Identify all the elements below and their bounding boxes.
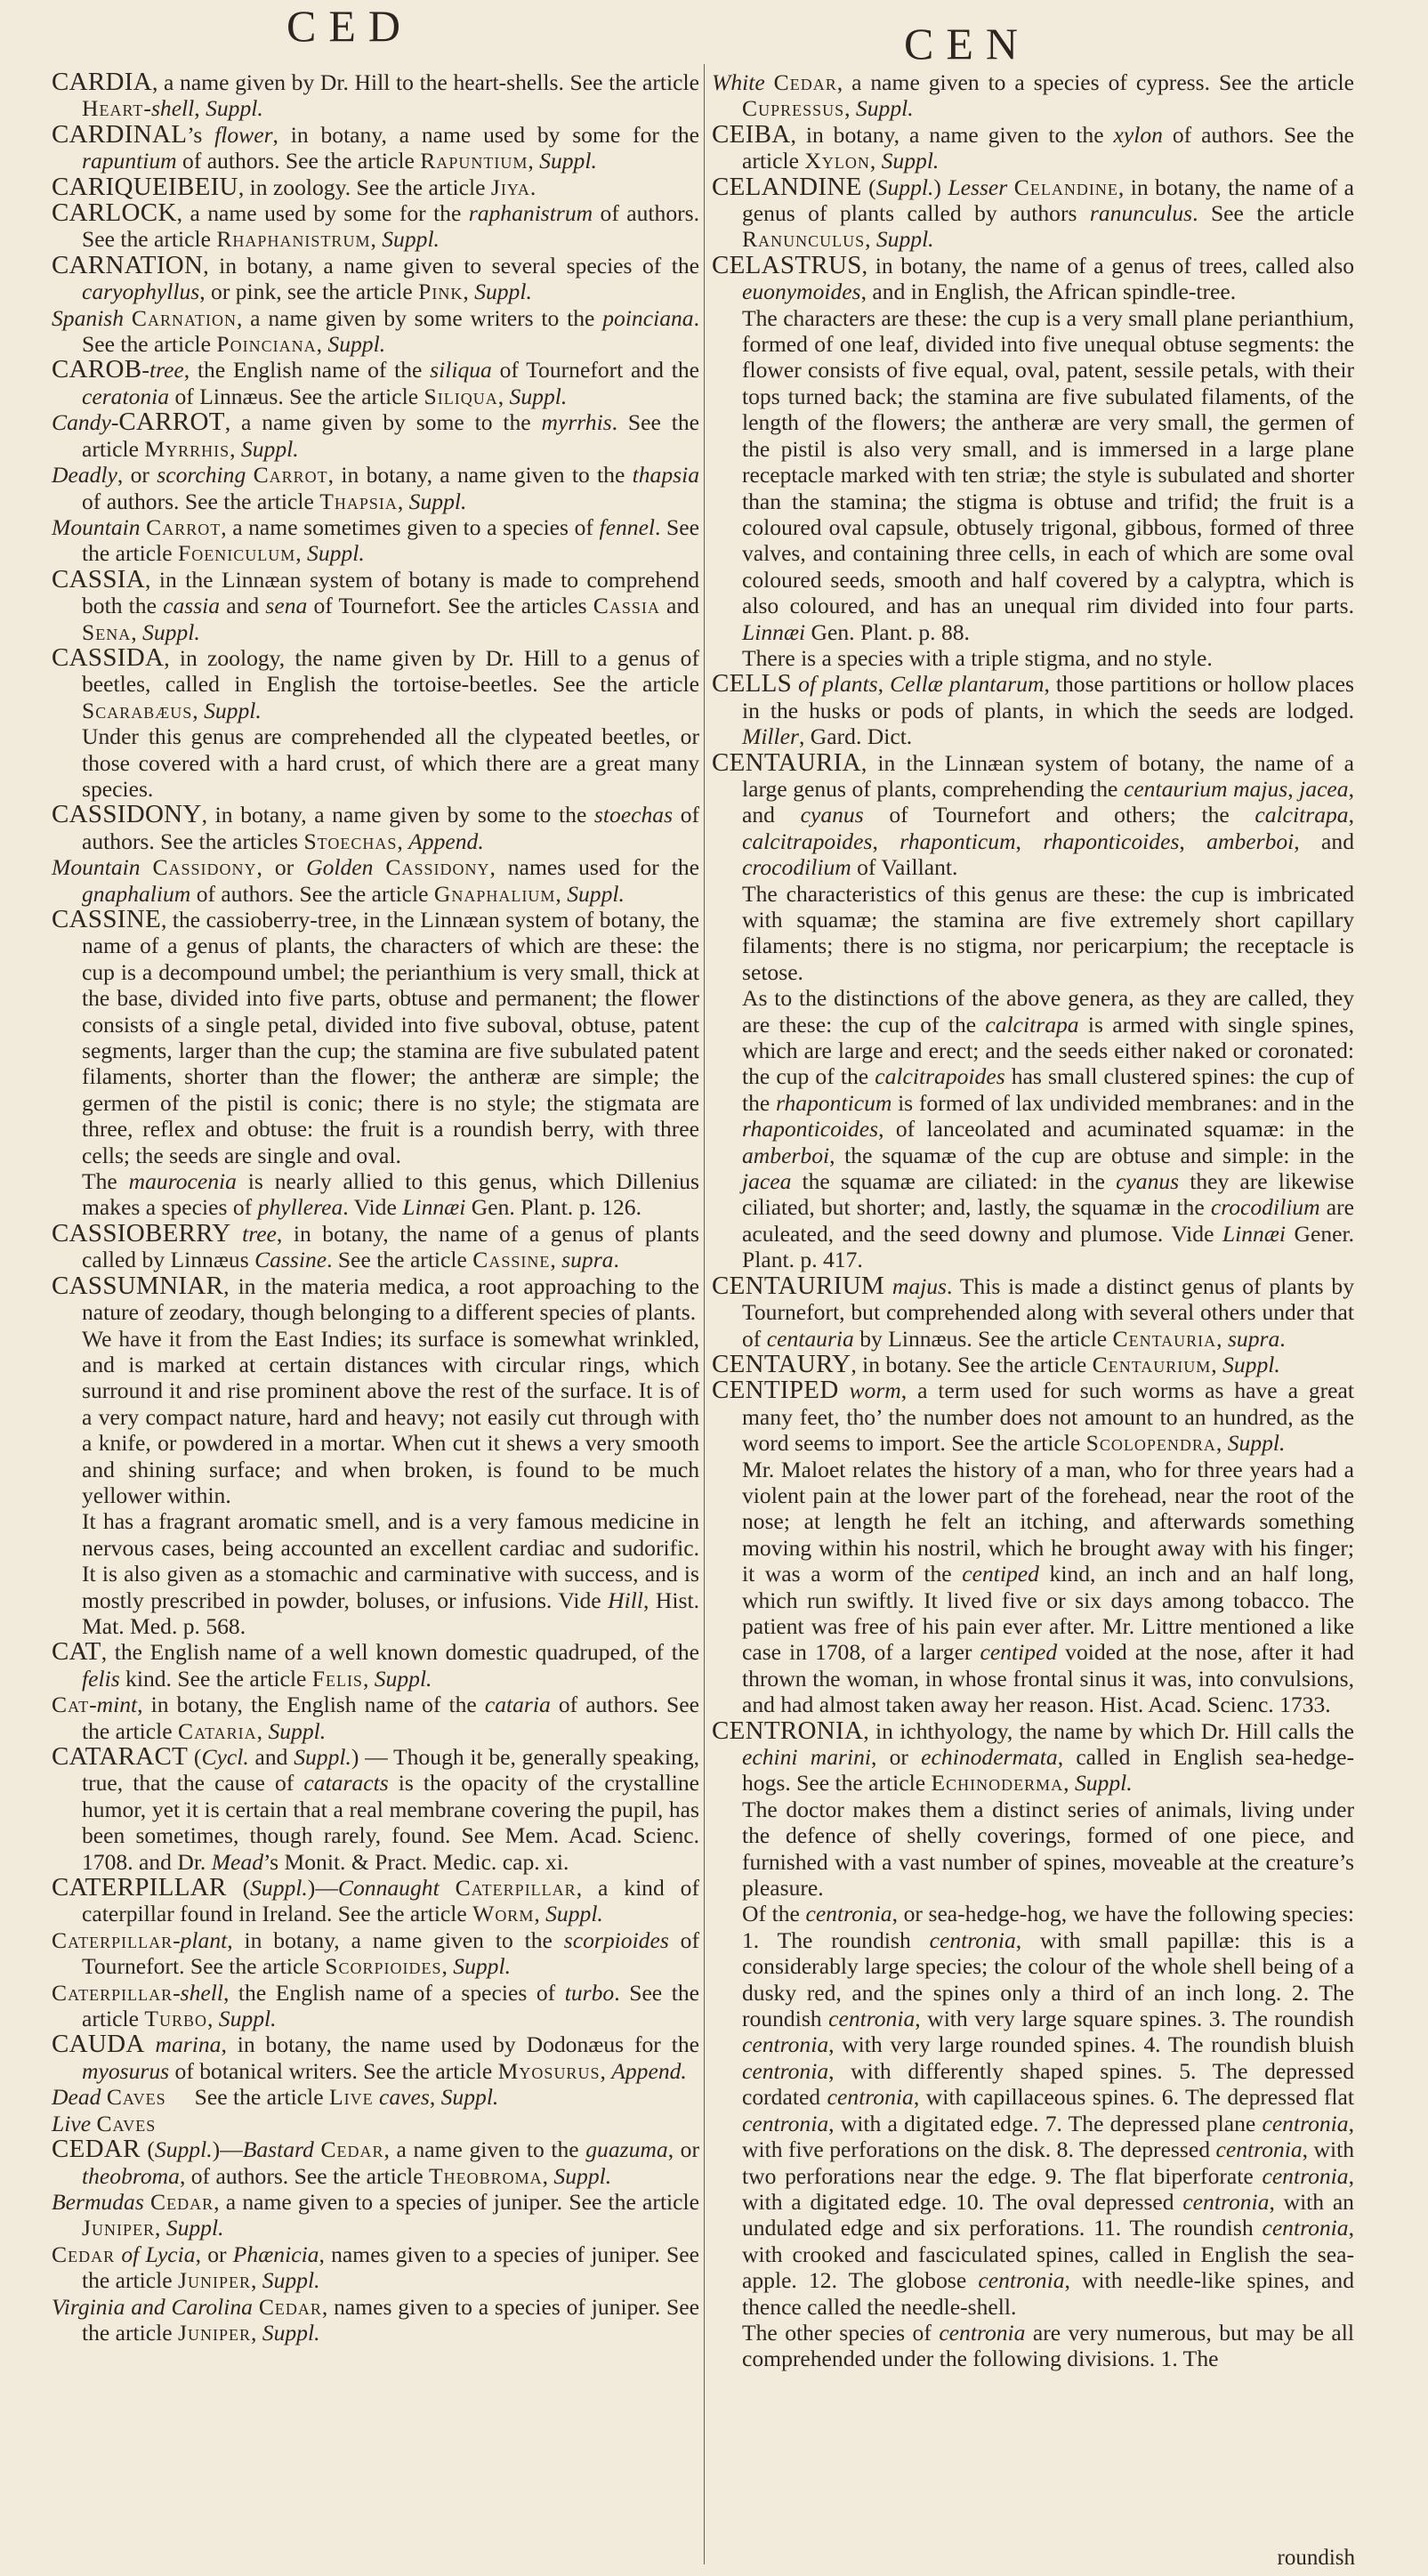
entry-paragraph: It has a fragrant aromatic smell, and is a very famous medicine in nervous cases, being accounted an excellent cardiac and sudorific. It is also given as a stomachic and carminative with success, and is mostly prescribed in powder, boluses, or infusions. Vide Hill, Hist. Mat. Med. p. 568. bbox=[82, 1508, 699, 1639]
left-column bbox=[52, 69, 699, 2346]
dictionary-entry: Cedar of Lycia, or Phænicia, names given to a species of juniper. See the article Juniper, Suppl. bbox=[52, 2241, 700, 2294]
dictionary-entry: CASSIOBERRY tree, in botany, the name of a genus of plants called by Linnæus Cassine. See the article Cassine, supra. bbox=[52, 1218, 699, 1273]
dictionary-entry: CEIBA, in botany, a name given to the xylon of authors. See the article Xylon, Suppl. bbox=[712, 119, 1354, 174]
entry-paragraph: The characteristics of this genus are these: the cup is imbricated with squamæ; the stamina are five extremely short capillary filaments; there is no stigma, nor pericarpium; the receptacle is setose. bbox=[742, 880, 1354, 985]
dictionary-entry: CENTAURIUM majus. This is made a distinct genus of plants by Tournefort, but comprehended along with several others under that of centauria by Linnæus. See the article Centauria, supra. bbox=[712, 1271, 1354, 1352]
dictionary-entry: CENTAURIA, in the Linnæan system of botany, the name of a large genus of plants, comprehending the centaurium majus, jacea, and cyanus of Tournefort and others; the calcitrapa, calcitrapoides, rhaponticum, rhaponticoides, amberboi, and crocodilium of Vaillant. bbox=[712, 747, 1354, 881]
dictionary-entry: Bermudas Cedar, a name given to a species of juniper. See the article Juniper, Suppl. bbox=[52, 2188, 699, 2241]
running-head-right: CEN bbox=[904, 19, 1030, 69]
running-head bbox=[0, 0, 1428, 69]
dictionary-entry: Deadly, or scorching Carrot, in botany, a name given to the thapsia of authors. See the article Thapsia, Suppl. bbox=[52, 462, 699, 514]
dictionary-entry: CARDINAL’s flower, in botany, a name used by some for the rapuntium of authors. See the article Rapuntium, Suppl. bbox=[52, 119, 699, 174]
dictionary-entry: CARDIA, a name given by Dr. Hill to the heart-shells. See the article Heart-shell, Suppl. bbox=[52, 68, 699, 122]
entry-paragraph: The characters are these: the cup is a very small plane perianthium, formed of one leaf, divided into five unequal obtuse segments: the flower consists of five equal, oval, patent, sessile petals, with their tops turned back; the stamina are five subulated filaments, of the length of the flowers; the antheræ are very small, the germen of the pistil is also very small, and is immersed in a large plane receptacle marked with ten striæ; the style is subulated and shorter than the stamina; the stigma is obtuse and trifid; the fruit is a coloured oval capsule, obtusely trigonal, gibbous, formed of three valves, and containing three cells, in each of which are some oval coloured seeds, smooth and half covered by a calyptra, which is also coloured, and has an unequal rim divided into four parts. Linnæi Gen. Plant. p. 88. bbox=[742, 304, 1354, 645]
dictionary-entry: CAUDA marina, in botany, the name used by Dodonæus for the myosurus of botanical writers. See the article Myosurus, Append. bbox=[52, 2030, 699, 2084]
dictionary-entry: CENTRONIA, in ichthyology, the name by which Dr. Hill calls the echini marini, or echinodermata, called in English sea-hedge-hogs. See the article Echinoderma, Suppl. bbox=[712, 1716, 1355, 1797]
dictionary-entry: Mountain Carrot, a name sometimes given to a species of fennel. See the article Foeniculum, Suppl. bbox=[52, 513, 699, 567]
dictionary-entry: CEDAR (Suppl.)—Bastard Cedar, a name given to the guazuma, or theobroma, of authors. See the article Theobroma, Suppl. bbox=[52, 2135, 699, 2189]
dictionary-entry: Caterpillar-plant, in botany, a name given to the scorpioides of Tournefort. See the article Scorpioides, Suppl. bbox=[52, 1926, 699, 1980]
entry-paragraph: The doctor makes them a distinct series of animals, living under the defence of shelly coverings, formed of one piece, and furnished with a vast number of spines, moveable at the creature’s pleasure. bbox=[742, 1796, 1354, 1902]
entry-paragraph: There is a species with a triple stigma, and no style. bbox=[742, 644, 1213, 671]
dictionary-entry: CELASTRUS, in botany, the name of a genus of trees, called also euonymoides, and in English, the African spindle-tree. bbox=[712, 250, 1354, 305]
dictionary-entry: Virginia and Carolina Cedar, names given to a species of juniper. See the article Juniper, Suppl. bbox=[52, 2293, 699, 2346]
dictionary-entry: Caterpillar-shell, the English name of a species of turbo. See the article Turbo, Suppl. bbox=[52, 1979, 700, 2032]
dictionary-entry: CENTAURY, in botany. See the article Centaurium, Suppl. bbox=[712, 1349, 1280, 1378]
entry-paragraph: The maurocenia is nearly allied to this genus, which Dillenius makes a species of phyllerea. Vide Linnæi Gen. Plant. p. 126. bbox=[82, 1168, 699, 1221]
entry-paragraph: Mr. Maloet relates the history of a man, who for three years had a violent pain at the lower part of the forehead, near the root of the nose; at length he felt an itching, and afterwards something moving within his nostril, which he brought away with his finger; it was a worm of the centiped kind, an inch and an half long, which run swiftly. It lived five or six days among tobacco. The patient was free of his pain ever after. Mr. Littre mentioned a like case in 1708, of a larger centiped voided at the nose, after it had thrown the woman, in whose frontal sinus it was, into convulsions, and had almost taken away her reason. Hist. Acad. Scienc. 1733. bbox=[742, 1456, 1354, 1718]
entry-paragraph: We have it from the East Indies; its surface is somewhat wrinkled, and is marked at certain distances with circular rings, which surround it and rise prominent above the rest of the surface. It is of a very compact nature, hard and heavy; not easily cut through with a knife, or powdered in a mortar. When cut it shews a very smooth and shining surface; and when broken, is found to be much yellower within. bbox=[82, 1325, 699, 1508]
right-column bbox=[712, 69, 1354, 2372]
dictionary-entry: White Cedar, a name given to a species of cypress. See the article Cupressus, Suppl. bbox=[712, 69, 1354, 122]
dictionary-entry: CASSINE, the cassioberry-tree, in the Linnæan system of botany, the name of a genus of plants, the characters of which are these: the cup is a decompound umbel; the perianthium is very small, thick at the base, divided into five parts, obtuse and permanent; the flower consists of a single petal, divided into five suboval, obtuse, patent segments, larger than the cup; the stamina are five subulated patent filaments, shorter than the flower; the antheræ are simple; the germen of the pistil is conic; there is no style; the stigmata are three, reflex and obtuse: the fruit is a roundish berry, with three cells; the seeds are single and oval. bbox=[52, 905, 699, 1168]
running-head-left: CED bbox=[286, 1, 413, 51]
dictionary-entry: Dead Caves See the article Live caves, Suppl. bbox=[52, 2084, 499, 2111]
dictionary-entry: CENTIPED worm, a term used for such worms as have a great many feet, tho’ the number does not amount to an hundred, as the word seems to import. See the article Scolopendra, Suppl. bbox=[712, 1376, 1354, 1457]
dictionary-entry: CARNATION, in botany, a name given to several species of the caryophyllus, or pink, see the article Pink, Suppl. bbox=[52, 250, 699, 305]
dictionary-entry: CAROB-tree, the English name of the siliqua of Tournefort and the ceratonia of Linnæus. See the article Siliqua, Suppl. bbox=[52, 355, 699, 409]
dictionary-entry: Mountain Cassidony, or Golden Cassidony, names used for the gnaphalium of authors. See the article Gnaphalium, Suppl. bbox=[52, 854, 699, 907]
dictionary-entry: CASSIDONY, in botany, a name given by some to the stoechas of authors. See the articles Stoechas, Append. bbox=[52, 800, 700, 854]
dictionary-entry: CASSIA, in the Linnæan system of botany is made to comprehend both the cassia and sena of Tournefort. See the articles Cassia and Sena, Suppl. bbox=[52, 564, 699, 645]
dictionary-entry: Spanish Carnation, a name given by some writers to the poinciana. See the article Poinciana, Suppl. bbox=[52, 304, 699, 358]
entry-paragraph: Of the centronia, or sea-hedge-hog, we have the following species: 1. The roundish centronia, with small papillæ: this is a considerably large species; the colour of the whole shell being of a dusky red, and the spines only a third of an inch long. 2. The roundish centronia, with very large square spines. 3. The roundish centronia, with very large rounded spines. 4. The roundish bluish centronia, with differently shaped spines. 5. The depressed cordated centronia, with capillaceous spines. 6. The depressed flat centronia, with a digitated edge. 7. The depressed plane centronia, with five perforations on the disk. 8. The depressed centronia, with two perforations near the edge. 9. The flat biperforate centronia, with a digitated edge. 10. The oval depressed centronia, with an undulated edge and six perforations. 11. The roundish centronia, with crooked and fasciculated spines, called in English the sea-apple. 12. The globose centronia, with needle-like spines, and thence called the needle-shell. bbox=[742, 1901, 1355, 2320]
catchword: roundish bbox=[1277, 2546, 1355, 2570]
dictionary-entry: CELLS of plants, Cellæ plantarum, those partitions or hollow places in the husks or pods of plants, in which the seeds are lodged. Miller, Gard. Dict. bbox=[712, 669, 1354, 750]
entry-paragraph: Under this genus are comprehended all the clypeated beetles, or those covered with a hard crust, of which there are a great many species. bbox=[82, 723, 699, 802]
dictionary-entry: CELANDINE (Suppl.) Lesser Celandine, in botany, the name of a genus of plants called by authors ranunculus. See the article Ranunculus, Suppl. bbox=[712, 172, 1355, 253]
dictionary-entry: CASSIDA, in zoology, the name given by Dr. Hill to a genus of beetles, called in English the tortoise-beetles. See the article Scarabæus, Suppl. bbox=[52, 642, 699, 723]
dictionary-entry: CARLOCK, a name used by some for the raphanistrum of authors. See the article Rhaphanistrum, Suppl. bbox=[52, 198, 699, 253]
dictionary-entry: CATARACT (Cycl. and Suppl.) — Though it be, generally speaking, true, that the cause of cataracts is the opacity of the crystalline humor, yet it is certain that a real membrane covering the pupil, has been sometimes, though rarely, found. See Mem. Acad. Scienc. 1708. and Dr. Mead’s Monit. & Pract. Medic. cap. xi. bbox=[52, 1742, 700, 1875]
dictionary-entry: Cat-mint, in botany, the English name of the cataria of authors. See the article Cataria, Suppl. bbox=[52, 1692, 699, 1744]
entry-paragraph: The other species of centronia are very numerous, but may be all comprehended under the following divisions. 1. The bbox=[742, 2319, 1354, 2372]
dictionary-entry: CATERPILLAR (Suppl.)—Connaught Caterpillar, a kind of caterpillar found in Ireland. See the article Worm, Suppl. bbox=[52, 1873, 699, 1927]
column-divider bbox=[704, 64, 705, 2564]
dictionary-entry: Live Caves bbox=[52, 2110, 157, 2136]
dictionary-entry: Candy-CARROT, a name given by some to the myrrhis. See the article Myrrhis, Suppl. bbox=[52, 408, 699, 462]
dictionary-entry: CARIQUEIBEIU, in zoology. See the article Jiya. bbox=[52, 172, 537, 201]
entry-paragraph: As to the distinctions of the above genera, as they are called, they are these: the cup of the calcitrapa is armed with single spines, which are large and erect; and the seeds either naked or coronated: the cup of the calcitrapoides has small clustered spines: the cup of the rhaponticum is formed of lax undivided membranes: and in the rhaponticoides, of lanceolated and acuminated squamæ: in the amberboi, the squamæ of the cup are obtuse and simple: in the jacea the squamæ are ciliated: in the cyanus they are likewise ciliated, but shorter; and, lastly, the squamæ in the crocodilium are aculeated, and the seed downy and plumose. Vide Linnæi Gener. Plant. p. 417. bbox=[742, 985, 1355, 1273]
dictionary-entry: CAT, the English name of a well known domestic quadruped, of the felis kind. See the article Felis, Suppl. bbox=[52, 1637, 699, 1692]
dictionary-entry: CASSUMNIAR, in the materia medica, a root approaching to the nature of zeodary, though belonging to a different species of plants. bbox=[52, 1271, 699, 1326]
